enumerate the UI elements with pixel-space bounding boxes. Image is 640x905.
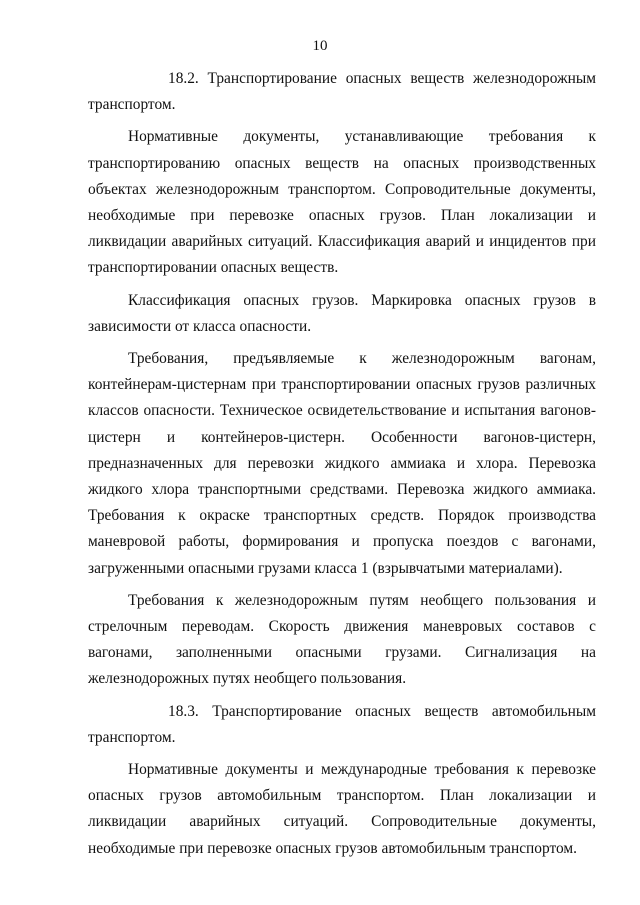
section-number: 18.2. xyxy=(168,70,199,87)
paragraph: Классификация опасных грузов. Маркировка опасных грузов в зависимости от класса опасности. xyxy=(88,291,596,335)
paragraph: Требования к железнодорожным путям необщего пользования и стрелочным переводам. Скорость движения маневровых составов с вагонами, заполненными опасными грузами. Сигнализация на железнодорожных путях необщего пользования. xyxy=(88,591,596,688)
section-heading-18-2 xyxy=(88,66,596,118)
section-title: Транспортирование опасных веществ железнодорожным транспортом. xyxy=(88,70,596,114)
document-body xyxy=(88,66,596,868)
paragraph: Требования, предъявляемые к железнодорожным вагонам, контейнерам-цистернам при транспортировании опасных грузов различных классов опасности. Техническое освидетельствование и испытания вагонов-цистерн и контейнеров-цистерн. Особенности вагонов-цистерн, предназначенных для перевозки жидкого аммиака и хлора. Перевозка жидкого хлора транспортными средствами. Перевозка жидкого аммиака. Требования к окраске транспортных средств. Порядок производства маневровой работы, формирования и пропуска поездов с вагонами, загруженными опасными грузами класса 1 (взрывчатыми материалами). xyxy=(88,350,596,577)
page-number: 10 xyxy=(312,38,328,54)
section-heading-18-3 xyxy=(88,699,596,751)
paragraph: Нормативные документы, устанавливающие требования к транспортированию опасных веществ на опасных производственных объектах железнодорожным транспортом. Сопроводительные документы, необходимые при перевозке опасных грузов. План локализации и ликвидации аварийных ситуаций. Классификация аварий и инцидентов при транспортировании опасных веществ. xyxy=(88,128,596,277)
paragraph: Нормативные документы и международные требования к перевозке опасных грузов автомобильным транспортом. План локализации и ликвидации аварийных ситуаций. Сопроводительные документы, необходимые при перевозке опасных грузов автомобильным транспортом. xyxy=(88,761,596,857)
section-title: Транспортирование опасных веществ автомобильным транспортом. xyxy=(88,702,596,746)
section-number: 18.3. xyxy=(168,702,199,720)
